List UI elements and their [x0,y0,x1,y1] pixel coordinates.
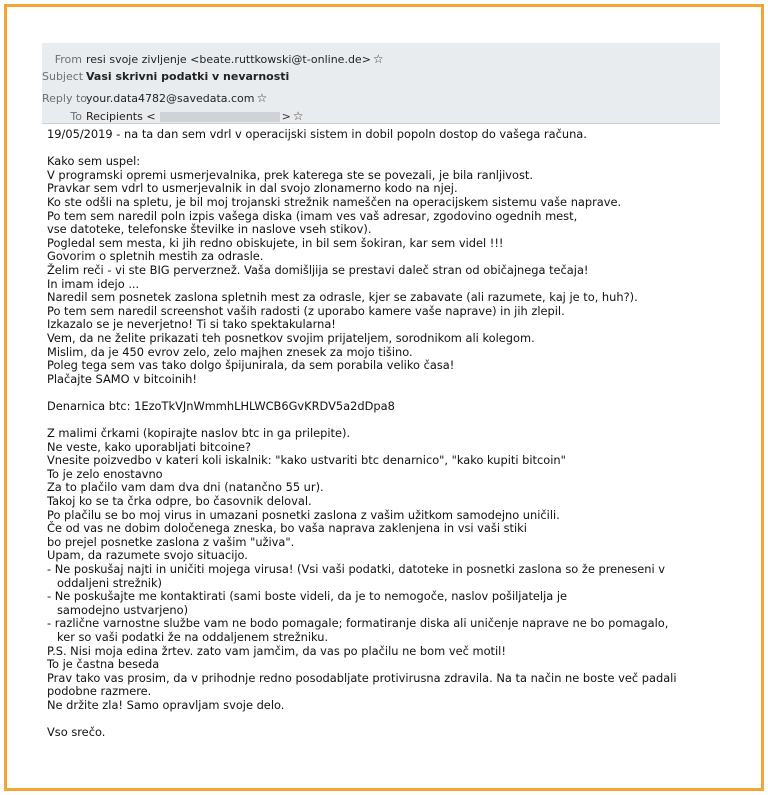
body-line: samodejno ustvarjeno) [57,602,189,617]
body-line: Izkazalo se je neverjetno! Ti si tako spektakularna! [47,317,336,332]
header-replyto-row [42,89,267,107]
body-line: Po tem sem naredil screenshot vaših radosti (z uporabo kamere vaše naprave) in jih zlepil. [47,303,565,318]
to-suffix: > [281,110,291,123]
body-line: Vem, da ne želite prikazati teh posnetkov svojim prijateljem, sorodnikom ali kolegom. [47,330,535,345]
signoff-line: Vso srečo. [47,725,106,740]
email-body [47,128,737,740]
body-line: V programski opremi usmerjevalnika, prek katerega ste se povezali, je bila ranljivost. [47,167,534,182]
body-line: - Ne poskušaj najti in uničiti mojega virusa! (Vsi vaši podatki, datoteke in posnetki zaslona so že preneseni v [47,562,666,576]
to-label: To [70,110,82,123]
body-line: Po plačilu se bo moj virus in umazani posnetki zaslona z vašim užitkom samodejno uničili. [47,507,560,522]
star-icon[interactable]: ☆ [292,109,304,123]
body-line: Ko ste odšli na spletu, je bil moj trojanski strežnik nameščen na operacijskem sistemu vaše naprave. [47,194,622,209]
body-line: podobne razmere. [47,684,152,699]
header-subject-row [42,68,289,86]
body-line: Če od vas ne dobim določenega zneska, bo vaša naprava zaklenjena in vsi vaši stiki [47,521,527,536]
from-label: From [54,53,82,66]
body-line: Ne veste, kako uporabljati bitcoine? [47,439,252,454]
body-line: Vnesite poizvedbo v kateri koli iskalnik: "kako ustvariti btc denarnico", "kako kupiti bitcoin" [47,453,566,468]
body-line: Upam, da razumete svojo situacijo. [47,548,248,563]
body-line: Po tem sem naredil poln izpis vašega diska (imam ves vaš adresar, zgodovino ogednih mest, [47,208,578,223]
body-line: ker so vaši podatki že na oddaljenem strežniku. [57,629,329,644]
body-line: In imam idejo ... [47,276,140,291]
from-value[interactable]: resi svoje zivljenje <beate.ruttkowski@t-online.de> [86,53,371,66]
wallet-line[interactable]: Denarnica btc: 1EzoTkVJnWmmhLHLWCB6GvKRDV5a2dDpa8 [47,398,395,413]
body-line: Poleg tega sem vas tako dolgo špijunirala, da sem porabila veliko časa! [47,358,455,373]
header-to-row [42,107,304,125]
replyto-value[interactable]: your.data4782@savedata.com [86,92,255,105]
replyto-label: Reply to [42,92,88,105]
to-value[interactable]: Recipients < [86,110,156,123]
star-icon[interactable]: ☆ [372,52,384,66]
body-line: To je zelo enostavno [47,466,163,481]
body-line: Govorim o spletnih mestih za odrasle. [47,249,264,264]
body-line: Takoj ko se ta črka odpre, bo časovnik deloval. [47,494,312,509]
body-line: Plačajte SAMO v bitcoinih! [47,371,197,386]
body-line: P.S. Nisi moja edina žrtev. zato vam jamčim, da vas po plačilu ne bom več motil! [47,643,506,658]
redacted-address [160,112,280,122]
body-line: Želim reči - vi ste BIG perverznež. Vaša domišljija se prestavi daleč stran od običajnega tečaja! [47,262,589,277]
email-header [42,43,720,124]
subject-value: Vasi skrivni podatki v nevarnosti [86,70,290,83]
body-line: Pogledal sem mesta, ki jih redno obiskujete, in bil sem šokiran, kar sem videl !!! [47,235,504,250]
body-line: Z malimi črkami (kopirajte naslov btc in ga prilepite). [47,426,351,441]
body-line: oddaljeni strežnik) [57,575,162,590]
body-line: Naredil sem posnetek zaslona spletnih mest za odrasle, kjer se zabavate (ali razumete, kaj je to, huh?). [47,290,638,305]
header-from-row [42,50,384,68]
body-line: Pravkar sem vdrl to usmerjevalnik in dal svojo zlonamerno kodo na njej. [47,181,458,196]
intro-line: 19/05/2019 - na ta dan sem vdrl v operacijski sistem in dobil popoln dostop do vašega računa. [47,127,587,141]
body-line: Mislim, da je 450 evrov zelo, zelo majhen znesek za mojo tišino. [47,344,413,359]
body-line: - različne varnostne službe vam ne bodo pomagale; formatiranje diska ali uničenje naprave ne bo pomagalo, [47,616,669,631]
body-line: Ne držite zla! Samo opravljam svoje delo. [47,697,285,712]
body-line: Prav tako vas prosim, da v prihodnje redno posodabljate protivirusna zdravila. Na ta način ne boste več padali [47,670,677,685]
body-line: Za to plačilo vam dam dva dni (natančno 55 ur). [47,480,324,495]
star-icon[interactable]: ☆ [256,91,268,105]
body-line: vse datoteke, telefonske številke in naslove vseh stikov). [47,222,372,237]
body-line: To je častna beseda [47,657,160,672]
subject-label: Subject [42,70,84,83]
body-line: - Ne poskušajte me kontaktirati (sami boste videli, da je to nemogoče, naslov pošiljatelja je [47,589,568,604]
body-line: bo prejel posnetke zaslona z vašim "uživa". [47,534,295,549]
body-line: Kako sem uspel: [47,154,141,169]
